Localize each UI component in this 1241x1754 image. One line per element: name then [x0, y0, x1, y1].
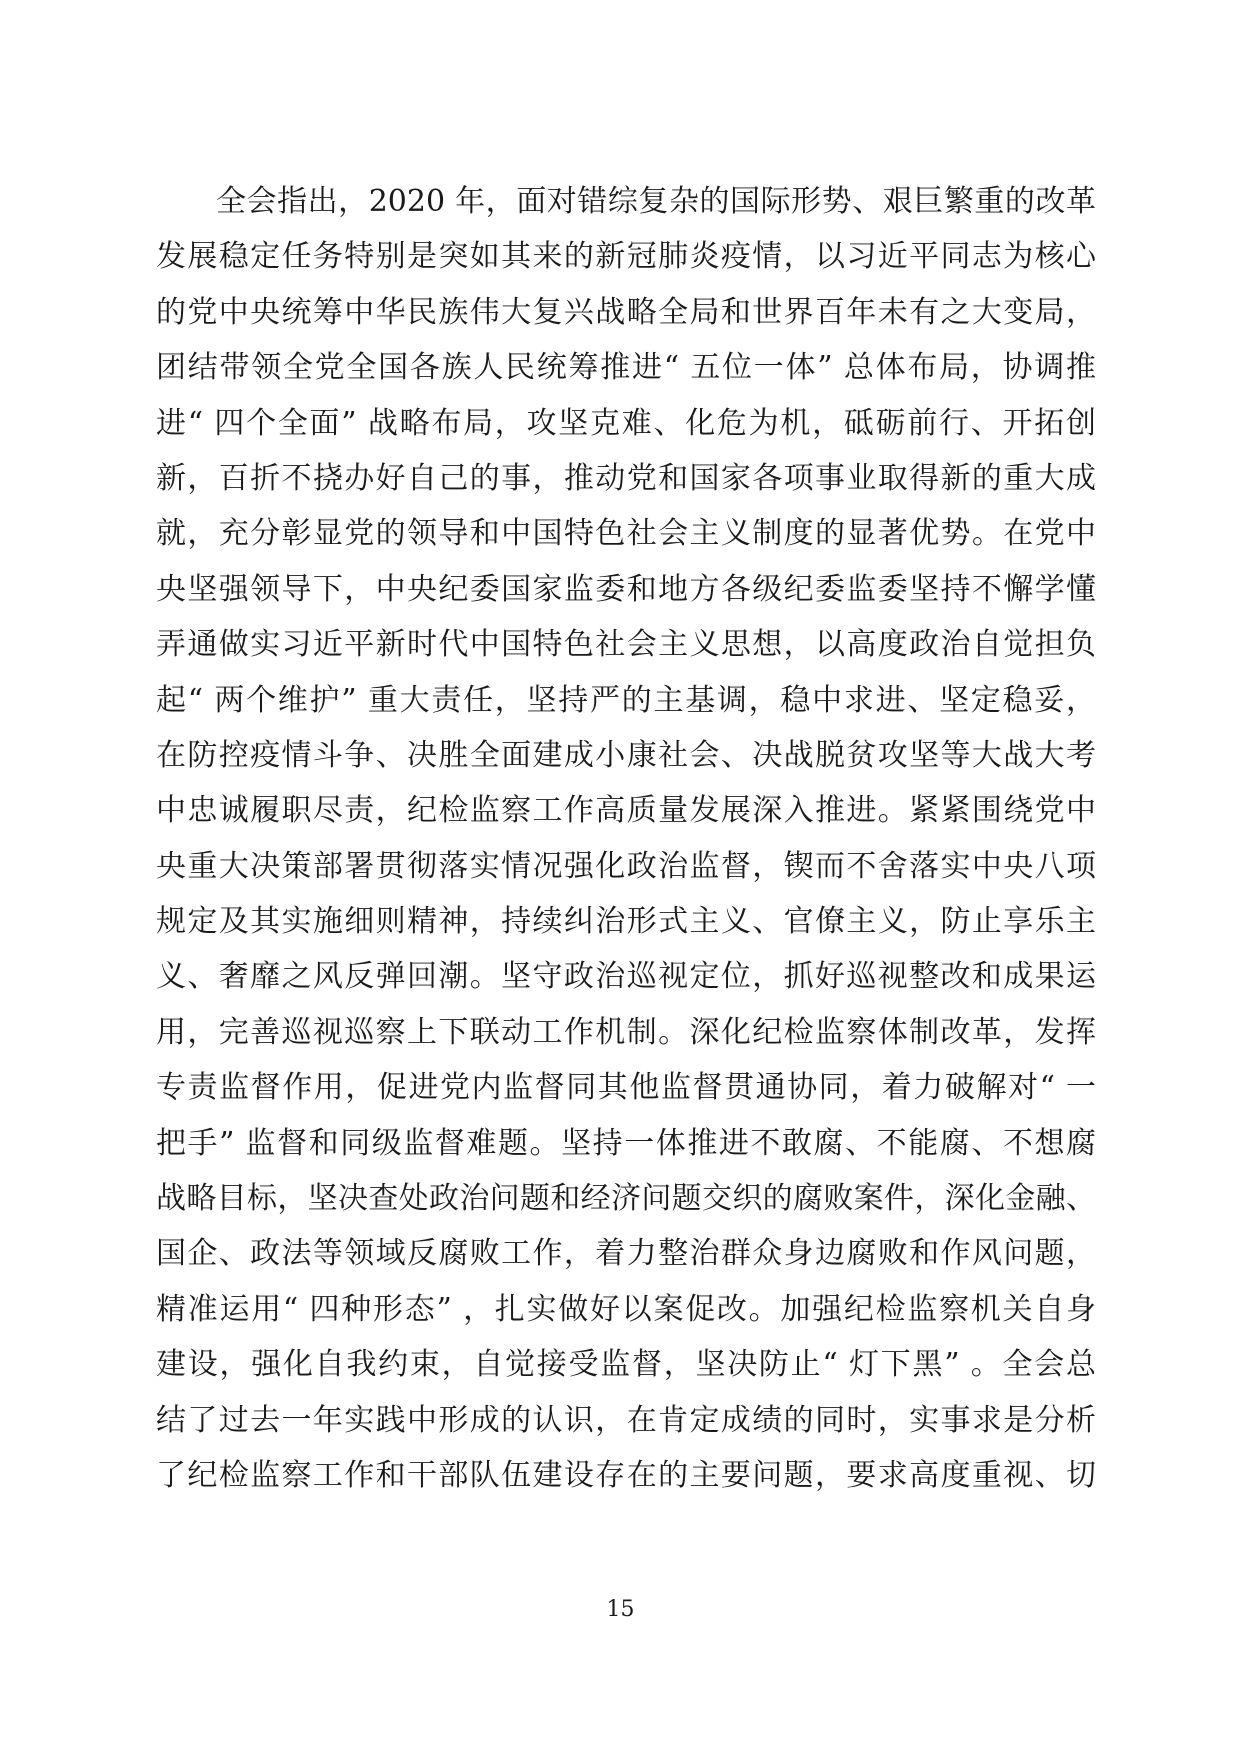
- text-line: 中忠诚履职尽责，纪检监察工作高质量发展深入推进。紧紧围绕党中: [156, 793, 1096, 829]
- text-line: 了纪检监察工作和干部队伍建设存在的主要问题，要求高度重视、切: [156, 1457, 1096, 1493]
- text-line: 弄通做实习近平新时代中国特色社会主义思想，以高度政治自觉担负: [156, 627, 1096, 663]
- text-line: 专责监督作用，促进党内监督同其他监督贯通协同，着力破解对“ 一: [156, 1070, 1096, 1106]
- text-line: 全会指出，2020 年，面对错综复杂的国际形势、艰巨繁重的改革: [216, 184, 1096, 219]
- text-line: 团结带领全党全国各族人民统筹推进“ 五位一体” 总体布局，协调推: [156, 350, 1096, 386]
- text-line: 央坚强领导下，中央纪委国家监委和地方各级纪委监委坚持不懈学懂: [156, 571, 1096, 607]
- text-line: 建设，强化自我约束，自觉接受监督，坚决防止“ 灯下黑” 。全会总: [156, 1347, 1096, 1383]
- text-line: 在防控疫情斗争、决胜全面建成小康社会、决战脱贫攻坚等大战大考: [156, 737, 1096, 773]
- text-line: 新，百折不挠办好自己的事，推动党和国家各项事业取得新的重大成: [156, 460, 1096, 496]
- text-line: 进“ 四个全面” 战略布局，攻坚克难、化危为机，砥砺前行、开拓创: [156, 405, 1096, 441]
- text-line: 的党中央统筹中华民族伟大复兴战略全局和世界百年未有之大变局，: [156, 294, 1096, 330]
- text-line: 起“ 两个维护” 重大责任，坚持严的主基调，稳中求进、坚定稳妥，: [156, 682, 1096, 718]
- text-line: 战略目标，坚决查处政治问题和经济问题交织的腐败案件，深化金融、: [156, 1181, 1096, 1217]
- body-paragraph: [156, 174, 1096, 1503]
- text-line: 把手” 监督和同级监督难题。坚持一体推进不敢腐、不能腐、不想腐: [156, 1125, 1096, 1161]
- text-line: 结了过去一年实践中形成的认识，在肯定成绩的同时，实事求是分析: [156, 1402, 1096, 1438]
- text-line: 就，充分彰显党的领导和中国特色社会主义制度的显著优势。在党中: [156, 516, 1096, 552]
- text-line: 义、奢靡之风反弹回潮。坚守政治巡视定位，抓好巡视整改和成果运: [156, 959, 1096, 995]
- page-number: 15: [606, 1597, 635, 1622]
- text-line: 发展稳定任务特别是突如其来的新冠肺炎疫情，以习近平同志为核心: [156, 239, 1096, 275]
- text-line: 国企、政法等领域反腐败工作，着力整治群众身边腐败和作风问题，: [156, 1236, 1096, 1272]
- text-line: 精准运用“ 四种形态” ，扎实做好以案促改。加强纪检监察机关自身: [156, 1291, 1096, 1327]
- text-line: 规定及其实施细则精神，持续纠治形式主义、官僚主义，防止享乐主: [156, 904, 1096, 940]
- text-line: 用，完善巡视巡察上下联动工作机制。深化纪检监察体制改革，发挥: [156, 1014, 1096, 1050]
- text-line: 央重大决策部署贯彻落实情况强化政治监督，锲而不舍落实中央八项: [156, 848, 1096, 884]
